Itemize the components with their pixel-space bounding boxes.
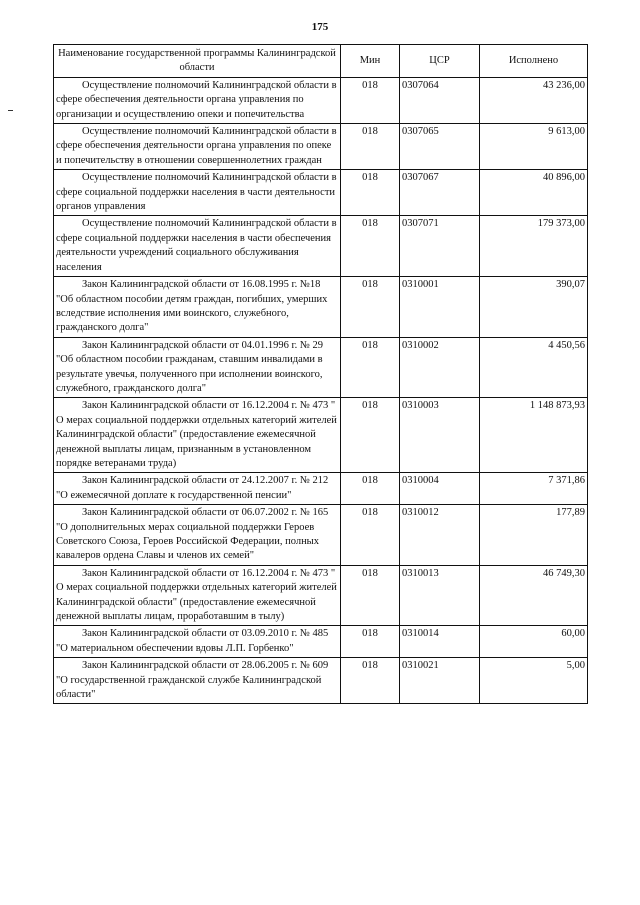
program-name-cell: Осуществление полномочий Калининградской области в сфере обеспечения деятельности органа управления по опеке и попечительству в отношении совершеннолетних граждан bbox=[54, 124, 341, 170]
program-name-cell: Закон Калининградской области от 16.12.2004 г. № 473 " О мерах социальной поддержки отдельных категорий жителей Калининградской области" (предоставление ежемесячной денежной выплаты лицам, признанным в установленном порядке ветеранами труда) bbox=[54, 398, 341, 473]
ministry-cell: 018 bbox=[341, 216, 400, 277]
executed-cell: 5,00 bbox=[480, 658, 588, 704]
table-header-row bbox=[54, 45, 588, 78]
csr-cell: 0310002 bbox=[400, 337, 480, 398]
program-name-cell: Закон Калининградской области от 24.12.2007 г. № 212 "О ежемесячной доплате к государственной пенсии" bbox=[54, 473, 341, 505]
csr-cell: 0310014 bbox=[400, 626, 480, 658]
program-name-cell: Закон Калининградской области от 28.06.2005 г. № 609 "О государственной гражданской службе Калининградской области" bbox=[54, 658, 341, 704]
executed-cell: 60,00 bbox=[480, 626, 588, 658]
ministry-cell: 018 bbox=[341, 398, 400, 473]
page-number: 175 bbox=[311, 21, 329, 33]
csr-cell: 0310012 bbox=[400, 505, 480, 566]
executed-cell: 1 148 873,93 bbox=[480, 398, 588, 473]
ministry-cell: 018 bbox=[341, 658, 400, 704]
margin-mark bbox=[8, 110, 13, 111]
table-row bbox=[54, 398, 588, 473]
ministry-cell: 018 bbox=[341, 77, 400, 123]
executed-cell: 177,89 bbox=[480, 505, 588, 566]
table-row bbox=[54, 124, 588, 170]
executed-cell: 179 373,00 bbox=[480, 216, 588, 277]
csr-cell: 0310013 bbox=[400, 565, 480, 626]
executed-cell: 40 896,00 bbox=[480, 170, 588, 216]
table-row bbox=[54, 77, 588, 123]
csr-cell: 0310004 bbox=[400, 473, 480, 505]
executed-cell: 43 236,00 bbox=[480, 77, 588, 123]
program-name-cell: Осуществление полномочий Калининградской области в сфере обеспечения деятельности органа управления по организации и осуществлению опеки и попечительства bbox=[54, 77, 341, 123]
header-ministry: Мин bbox=[341, 45, 400, 78]
executed-cell: 390,07 bbox=[480, 277, 588, 338]
table-row bbox=[54, 473, 588, 505]
header-csr: ЦСР bbox=[400, 45, 480, 78]
table-row bbox=[54, 626, 588, 658]
ministry-cell: 018 bbox=[341, 124, 400, 170]
ministry-cell: 018 bbox=[341, 505, 400, 566]
csr-cell: 0310003 bbox=[400, 398, 480, 473]
executed-cell: 9 613,00 bbox=[480, 124, 588, 170]
table-row bbox=[54, 337, 588, 398]
executed-cell: 4 450,56 bbox=[480, 337, 588, 398]
header-executed: Исполнено bbox=[480, 45, 588, 78]
ministry-cell: 018 bbox=[341, 565, 400, 626]
csr-cell: 0307067 bbox=[400, 170, 480, 216]
program-name-cell: Закон Калининградской области от 16.08.1995 г. №18 "Об областном пособии детям граждан, погибших, умерших вследствие исполнения ими воинского, служебного, гражданского долга" bbox=[54, 277, 341, 338]
program-name-cell: Осуществление полномочий Калининградской области в сфере социальной поддержки населения в части деятельности органов управления bbox=[54, 170, 341, 216]
ministry-cell: 018 bbox=[341, 170, 400, 216]
csr-cell: 0310001 bbox=[400, 277, 480, 338]
csr-cell: 0310021 bbox=[400, 658, 480, 704]
csr-cell: 0307071 bbox=[400, 216, 480, 277]
executed-cell: 7 371,86 bbox=[480, 473, 588, 505]
table-row bbox=[54, 170, 588, 216]
ministry-cell: 018 bbox=[341, 277, 400, 338]
table-header bbox=[54, 45, 588, 78]
table-row bbox=[54, 216, 588, 277]
ministry-cell: 018 bbox=[341, 337, 400, 398]
table-body bbox=[54, 77, 588, 704]
program-name-cell: Закон Калининградской области от 16.12.2004 г. № 473 " О мерах социальной поддержки отдельных категорий жителей Калининградской области" (предоставление ежемесячной денежной выплаты лицам, проработавшим в тылу) bbox=[54, 565, 341, 626]
csr-cell: 0307064 bbox=[400, 77, 480, 123]
program-name-cell: Закон Калининградской области от 04.01.1996 г. № 29 "Об областном пособии гражданам, ставшим инвалидами в результате увечья, полученного при исполнении воинского, служебного, гражданского долга" bbox=[54, 337, 341, 398]
table-row bbox=[54, 658, 588, 704]
executed-cell: 46 749,30 bbox=[480, 565, 588, 626]
program-name-cell: Закон Калининградской области от 06.07.2002 г. № 165 "О дополнительных мерах социальной поддержки Героев Советского Союза, Героев Российской Федерации, полных кавалеров ордена Славы и членов их семей" bbox=[54, 505, 341, 566]
table-row bbox=[54, 565, 588, 626]
ministry-cell: 018 bbox=[341, 473, 400, 505]
table-row bbox=[54, 277, 588, 338]
csr-cell: 0307065 bbox=[400, 124, 480, 170]
budget-execution-table bbox=[53, 44, 588, 704]
header-program-name: Наименование государственной программы Калининградской области bbox=[54, 45, 341, 78]
ministry-cell: 018 bbox=[341, 626, 400, 658]
table-row bbox=[54, 505, 588, 566]
program-name-cell: Закон Калининградской области от 03.09.2010 г. № 485 "О материальном обеспечении вдовы Л.П. Горбенко" bbox=[54, 626, 341, 658]
program-name-cell: Осуществление полномочий Калининградской области в сфере социальной поддержки населения в части обеспечения деятельности учреждений социального обслуживания населения bbox=[54, 216, 341, 277]
